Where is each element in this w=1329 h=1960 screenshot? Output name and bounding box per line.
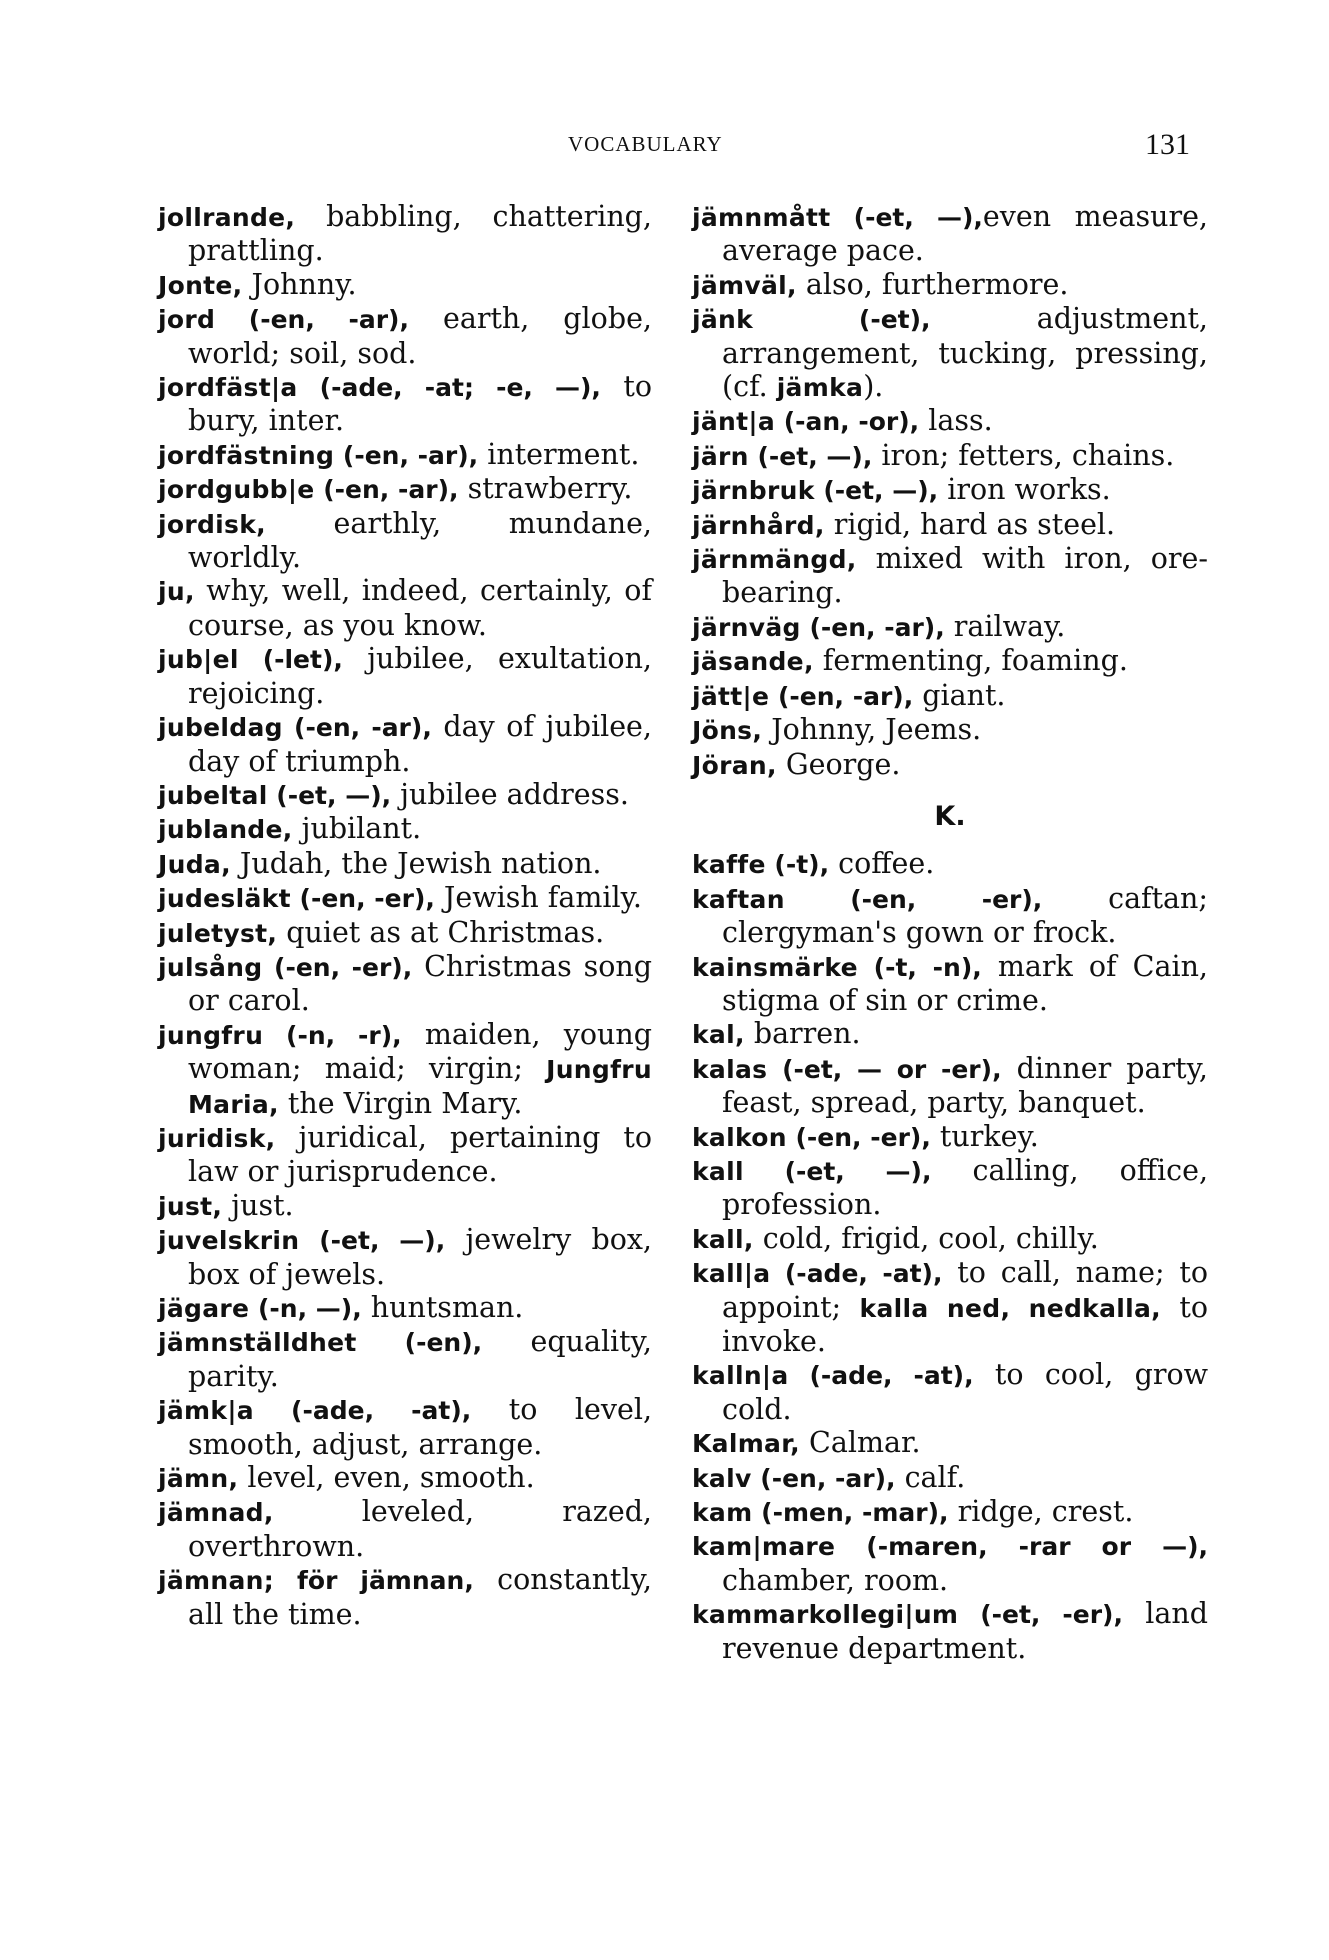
dictionary-entry <box>158 950 652 1018</box>
dictionary-entry <box>158 574 652 642</box>
entry-headword: judesläkt <box>158 884 291 914</box>
dictionary-entry <box>692 1154 1208 1222</box>
dictionary-entry <box>692 1222 1208 1256</box>
dictionary-entry <box>158 1018 652 1121</box>
dictionary-entry <box>158 1495 652 1563</box>
dictionary-entry <box>692 610 1208 644</box>
dictionary-entry <box>692 1052 1208 1120</box>
dictionary-entry <box>158 1461 652 1495</box>
entry-definition: equality, parity. <box>188 1325 652 1393</box>
dictionary-entry <box>692 200 1208 268</box>
entry-definition: railway. <box>944 609 1066 643</box>
entry-definition: jubilant. <box>292 812 422 846</box>
entry-definition: Jewish family. <box>434 881 642 915</box>
running-head: VOCABULARY <box>568 132 723 156</box>
entry-definition: jewelry box, box of jewels. <box>188 1223 652 1291</box>
entry-definition: Christmas song or carol. <box>188 949 652 1018</box>
entry-grammar: (-ade, -at), <box>253 1396 472 1426</box>
entry-headword: järnmängd, <box>692 545 857 575</box>
entry-grammar: (-en, -ar), <box>334 440 479 470</box>
entry-definition: constantly, all the time. <box>188 1563 652 1631</box>
dictionary-entry <box>158 847 652 881</box>
entry-headword: just, <box>158 1191 223 1221</box>
dictionary-entry <box>158 1393 652 1461</box>
entry-grammar: (-et, —), <box>743 1156 932 1186</box>
entry-definition: why, well, indeed, certainly, of course, as you know. <box>188 574 652 642</box>
entry-definition: strawberry. <box>458 472 633 506</box>
entry-headword: jänk <box>692 305 754 335</box>
dictionary-entry <box>692 748 1208 782</box>
entry-definition: interment. <box>478 437 640 471</box>
dictionary-entry <box>692 950 1208 1018</box>
dictionary-entry <box>692 439 1208 473</box>
entry-headword: kam|mare <box>692 1532 836 1562</box>
entry-definition: even measure, average pace. <box>722 200 1208 268</box>
entry-phrase: kalla ned, nedkalla, <box>841 1293 1161 1323</box>
j-entries <box>692 200 1208 782</box>
entry-definition: mixed with iron, ore-bearing. <box>722 542 1208 610</box>
entry-definition: George. <box>776 747 901 781</box>
entry-definition: to cool, grow cold. <box>722 1358 1208 1426</box>
entry-grammar: (-en, -er), <box>784 884 1043 914</box>
entry-headword: kaftan <box>692 884 785 914</box>
entry-definition: calling, office, profession. <box>722 1153 1208 1222</box>
entry-definition: huntsman. <box>361 1291 524 1324</box>
entry-grammar: (-maren, -rar or —), <box>835 1532 1208 1562</box>
entry-headword: Jonte, <box>158 270 243 300</box>
entry-headword: jordgubb|e <box>158 475 315 505</box>
entry-definition: babbling, chattering, prattling. <box>188 200 652 268</box>
entry-grammar: (-et), <box>753 305 931 335</box>
entry-definition-tail: to invoke. <box>722 1290 1208 1358</box>
dictionary-entry <box>692 1120 1208 1154</box>
dictionary-entry <box>692 1017 1208 1051</box>
entry-grammar: (-en, -ar), <box>215 305 409 335</box>
entry-definition: to level, smooth, adjust, arrange. <box>188 1393 653 1461</box>
dictionary-entry <box>158 916 652 950</box>
entry-headword: juvelskrin <box>158 1226 300 1256</box>
entry-definition: adjustment, arrangement, tucking, pressing, (cf. <box>722 302 1208 404</box>
dictionary-entry <box>692 1461 1208 1495</box>
entry-definition: caftan; clergyman's gown or frock. <box>722 881 1209 950</box>
entry-grammar: (-en, -er), <box>290 884 435 914</box>
dictionary-entry <box>692 508 1208 542</box>
entry-definition: coffee. <box>829 847 935 881</box>
dictionary-entry <box>692 882 1208 950</box>
dictionary-entry <box>692 1426 1208 1460</box>
entry-headword: kam <box>692 1498 753 1528</box>
entry-headword: ju, <box>158 577 195 607</box>
entry-grammar: (-en), <box>356 1328 483 1358</box>
entry-grammar: (-men, -mar), <box>752 1498 949 1528</box>
entry-definition: rigid, hard as steel. <box>824 507 1116 541</box>
entry-grammar: (-et, -er), <box>958 1600 1123 1630</box>
dictionary-entry <box>158 507 652 575</box>
entry-headword: jordfäst|a <box>158 373 298 403</box>
entry-definition: jubilee, exultation, rejoicing. <box>188 642 652 710</box>
entry-grammar: (-en, -er), <box>262 952 413 982</box>
dictionary-entry <box>158 1291 652 1325</box>
entry-headword: jägare <box>158 1294 250 1323</box>
entry-headword: kalas <box>692 1054 768 1084</box>
dictionary-entry <box>158 200 652 268</box>
entry-headword: jämnmått <box>692 203 831 232</box>
entry-headword: kalkon <box>692 1122 787 1152</box>
entry-headword: Juda, <box>158 849 231 879</box>
dictionary-entry <box>692 1358 1208 1426</box>
dictionary-entry <box>158 438 652 472</box>
right-column <box>692 200 1208 1665</box>
section-letter-k: K. <box>934 800 966 832</box>
entry-headword: jungfru <box>158 1020 264 1050</box>
entry-definition: dinner party, feast, spread, party, banquet. <box>722 1051 1208 1120</box>
entry-headword: kalv <box>692 1463 752 1493</box>
entry-grammar: (-en, -ar), <box>751 1463 896 1493</box>
entry-definition: iron works. <box>938 473 1111 507</box>
entry-headword: kall, <box>692 1224 754 1254</box>
dictionary-entry <box>692 473 1208 507</box>
entry-definition: mark of Cain, stigma of sin or crime. <box>722 949 1208 1017</box>
entry-grammar: (-en, -ar), <box>800 612 945 642</box>
page-header <box>568 128 1190 168</box>
left-column <box>158 200 652 1631</box>
dictionary-entry <box>158 881 652 915</box>
dictionary-entry <box>692 1256 1208 1358</box>
entry-definition: maiden, young woman; maid; virgin; <box>188 1017 652 1086</box>
entry-headword: jämnad, <box>158 1498 274 1528</box>
k-entries <box>692 847 1208 1665</box>
entry-grammar: (-ade, -at; -e, —), <box>297 373 601 403</box>
entry-definition: leveled, razed, overthrown. <box>188 1495 652 1563</box>
entry-headword: jätt|e <box>692 681 770 711</box>
entry-definition: Johnny, Jeems. <box>762 713 982 747</box>
dictionary-entry <box>692 847 1208 881</box>
entry-headword: jordisk, <box>158 509 266 539</box>
entry-definition: also, furthermore. <box>796 267 1069 301</box>
entry-definition: Johnny. <box>242 267 357 301</box>
entry-definition: level, even, smooth. <box>238 1461 535 1495</box>
entry-headword: kal, <box>692 1020 745 1050</box>
entry-grammar: (-et, —), <box>814 476 939 506</box>
entry-definition: day of jubilee, day of triumph. <box>188 710 652 778</box>
entry-grammar: (-et, —), <box>299 1226 446 1256</box>
entry-definition: Judah, the Jewish nation. <box>230 846 602 880</box>
dictionary-entry <box>692 302 1208 404</box>
entry-headword: jämnställdhet <box>158 1328 357 1358</box>
entry-headword: kainsmärke <box>692 952 858 982</box>
entry-headword: jub|el <box>158 645 239 675</box>
entry-headword: jord <box>158 305 216 335</box>
entry-definition: turkey. <box>930 1119 1039 1153</box>
entry-definition: jubilee address. <box>391 777 629 811</box>
entry-headword: jubeltal <box>158 780 268 810</box>
entry-headword: järnhård, <box>692 510 825 540</box>
entry-definition: quiet as at Christmas. <box>277 915 605 949</box>
entry-phrase: Jungfru Maria, <box>188 1055 653 1119</box>
entry-definition: to bury, inter. <box>188 370 653 438</box>
entry-headword: jäsande, <box>692 647 814 677</box>
entry-grammar: (-t), <box>765 850 830 880</box>
entry-headword: jämnan; <box>158 1566 275 1596</box>
dictionary-entry <box>158 1325 652 1393</box>
entry-definition: Calmar. <box>799 1426 921 1460</box>
entry-grammar: (-et, —), <box>830 203 983 232</box>
dictionary-entry <box>692 542 1208 610</box>
entry-headword: kammarkollegi|um <box>692 1600 959 1630</box>
dictionary-entry <box>158 1189 652 1223</box>
dictionary-entry <box>692 268 1208 302</box>
entry-headword: kall <box>692 1156 744 1186</box>
dictionary-entry <box>158 302 652 370</box>
dictionary-entry <box>158 472 652 506</box>
entry-definition-tail: ). <box>863 370 884 404</box>
entry-definition: fermenting, foaming. <box>813 644 1128 678</box>
entry-headword: juletyst, <box>158 918 278 948</box>
entry-grammar: (-n, —), <box>249 1294 362 1323</box>
entry-definition: giant. <box>913 678 1006 712</box>
dictionary-entry <box>158 268 652 302</box>
entry-definition: earth, globe, world; soil, sod. <box>188 302 652 370</box>
entry-grammar: (-ade, -at), <box>770 1259 943 1289</box>
entry-grammar: (-n, -r), <box>263 1020 402 1050</box>
entry-headword: kalln|a <box>692 1361 789 1391</box>
entry-definition: earthly, mundane, worldly. <box>188 506 652 575</box>
entry-grammar: (-t, -n), <box>857 952 982 982</box>
dictionary-entry <box>692 644 1208 678</box>
entry-headword: jordfästning <box>158 440 335 470</box>
dictionary-entry <box>158 710 652 778</box>
entry-headword: jämväl, <box>692 270 797 300</box>
entry-grammar: (-an, -or), <box>775 407 920 437</box>
dictionary-entry <box>158 1563 652 1631</box>
entry-headword: jollrande, <box>158 203 296 232</box>
entry-headword: järnbruk <box>692 476 815 506</box>
entry-headword: jämn, <box>158 1464 239 1494</box>
dictionary-entry <box>158 1223 652 1291</box>
dictionary-entry <box>692 404 1208 438</box>
entry-headword: jämk|a <box>158 1396 254 1426</box>
dictionary-entry <box>692 1529 1208 1597</box>
entry-grammar: för jämnan, <box>274 1566 474 1596</box>
entry-grammar: (-en, -ar), <box>314 475 459 505</box>
entry-headword: Kalmar, <box>692 1429 800 1459</box>
entry-definition: calf. <box>895 1460 966 1494</box>
entry-headword: jubeldag <box>158 713 283 743</box>
entry-definition-tail: the Virgin Mary. <box>278 1086 523 1120</box>
entry-definition: lass. <box>919 404 993 438</box>
dictionary-entry <box>692 679 1208 713</box>
dictionary-entry <box>158 1121 652 1189</box>
entry-definition: iron; fetters, chains. <box>872 438 1175 472</box>
entry-definition: chamber, room. <box>722 1563 949 1597</box>
entry-grammar: (-en, -ar), <box>282 713 432 743</box>
entry-definition: juridical, pertaining to law or jurisprudence. <box>188 1120 652 1189</box>
page-number: 131 <box>1145 128 1190 161</box>
entry-grammar: (-en, -er), <box>786 1122 931 1152</box>
dictionary-entry <box>692 1495 1208 1529</box>
entry-grammar: (-let), <box>238 645 343 675</box>
entry-phrase: jämka <box>767 373 864 403</box>
entry-grammar: (-ade, -at), <box>788 1361 974 1391</box>
entry-headword: järnväg <box>692 612 801 642</box>
entry-headword: kaffe <box>692 850 766 880</box>
entry-headword: julsång <box>158 952 263 982</box>
entry-headword: Jöran, <box>692 750 777 780</box>
entry-definition: land revenue department. <box>722 1597 1209 1665</box>
dictionary-entry <box>158 642 652 710</box>
entry-headword: järn <box>692 441 749 471</box>
entry-definition: barren. <box>744 1017 861 1051</box>
dictionary-entry <box>158 370 652 438</box>
entry-grammar: (-en, -ar), <box>769 681 914 711</box>
entry-headword: Jöns, <box>692 716 763 746</box>
entry-headword: jublande, <box>158 815 293 845</box>
entry-definition: cold, frigid, cool, chilly. <box>753 1221 1099 1255</box>
dictionary-entry <box>158 778 652 812</box>
entry-definition: just. <box>222 1188 294 1222</box>
dictionary-entry <box>692 1597 1208 1665</box>
entry-grammar: (-et, —), <box>267 780 392 810</box>
entry-definition: to call, name; to appoint; <box>722 1256 1209 1324</box>
entry-grammar: (-et, —), <box>748 441 873 471</box>
dictionary-entry <box>692 713 1208 747</box>
entry-headword: juridisk, <box>158 1123 276 1153</box>
entry-headword: jänt|a <box>692 407 775 437</box>
dictionary-entry <box>158 812 652 846</box>
entry-definition: ridge, crest. <box>948 1495 1134 1529</box>
entry-headword: kall|a <box>692 1259 771 1289</box>
entry-grammar: (-et, — or -er), <box>767 1054 1002 1084</box>
